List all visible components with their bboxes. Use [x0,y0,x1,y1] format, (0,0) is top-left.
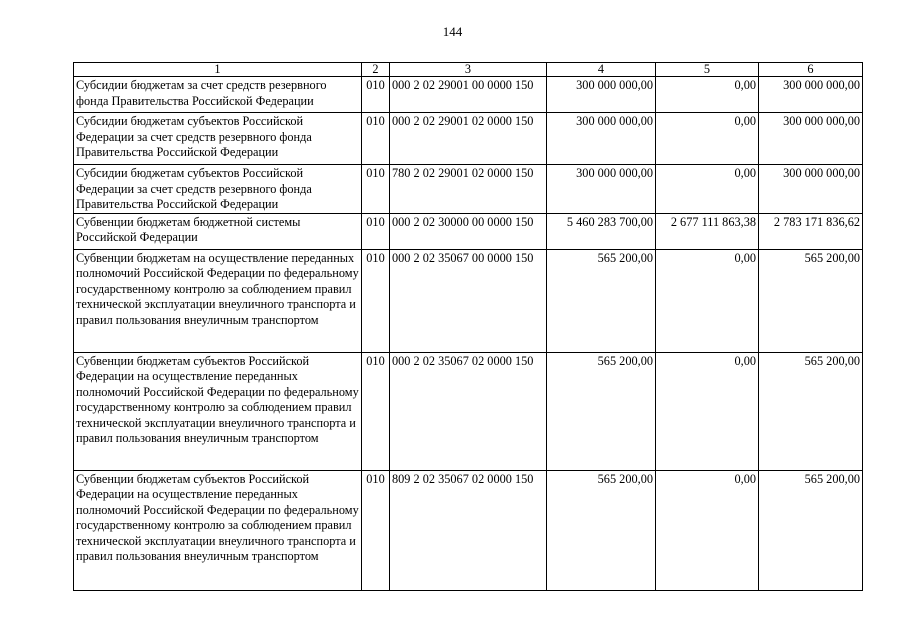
row-col6-cell: 300 000 000,00 [759,77,863,113]
row-col5-cell: 2 677 111 863,38 [656,213,759,249]
row-col2-cell: 010 [362,352,390,470]
row-name-cell: Субвенции бюджетам бюджетной системы Российской Федерации [74,213,362,249]
row-code-cell: 000 2 02 35067 00 0000 150 [390,249,547,352]
header-cell: 5 [656,63,759,77]
row-col5-cell: 0,00 [656,77,759,113]
row-col5-cell: 0,00 [656,113,759,165]
row-name-cell: Субсидии бюджетам субъектов Российской Федерации за счет средств резервного фонда Правительства Российской Федерации [74,113,362,165]
row-col2-cell: 010 [362,470,390,590]
table-row [74,352,863,470]
row-name-cell: Субсидии бюджетам субъектов Российской Федерации за счет средств резервного фонда Правительства Российской Федерации [74,165,362,214]
row-col4-cell: 300 000 000,00 [547,77,656,113]
row-col2-cell: 010 [362,77,390,113]
row-col4-cell: 300 000 000,00 [547,165,656,214]
row-col6-cell: 565 200,00 [759,470,863,590]
row-col4-cell: 300 000 000,00 [547,113,656,165]
row-col4-cell: 565 200,00 [547,352,656,470]
row-code-cell: 000 2 02 30000 00 0000 150 [390,213,547,249]
header-cell: 3 [390,63,547,77]
table-row [74,77,863,113]
table-row [74,470,863,590]
row-col4-cell: 565 200,00 [547,470,656,590]
row-code-cell: 000 2 02 35067 02 0000 150 [390,352,547,470]
row-col2-cell: 010 [362,249,390,352]
row-col4-cell: 5 460 283 700,00 [547,213,656,249]
row-col5-cell: 0,00 [656,470,759,590]
row-name-cell: Субвенции бюджетам субъектов Российской Федерации на осуществление переданных полномочий Российской Федерации по федеральному государственному контролю за соблюдением правил технической эксплуатации внеуличного транспорта и правил пользования внеуличным транспортом [74,470,362,590]
row-code-cell: 780 2 02 29001 02 0000 150 [390,165,547,214]
table-row [74,213,863,249]
row-col2-cell: 010 [362,113,390,165]
row-col6-cell: 565 200,00 [759,352,863,470]
row-col6-cell: 565 200,00 [759,249,863,352]
header-cell: 4 [547,63,656,77]
table-row [74,165,863,214]
row-col6-cell: 300 000 000,00 [759,113,863,165]
row-col6-cell: 300 000 000,00 [759,165,863,214]
row-col5-cell: 0,00 [656,249,759,352]
row-col2-cell: 010 [362,213,390,249]
page-number: 144 [442,24,463,39]
header-cell: 1 [74,63,362,77]
budget-revenue-table [73,62,863,591]
table-row [74,249,863,352]
table-row [74,113,863,165]
row-col5-cell: 0,00 [656,352,759,470]
table-header-row [74,63,863,77]
row-name-cell: Субвенции бюджетам на осуществление переданных полномочий Российской Федерации по федеральному государственному контролю за соблюдением правил технической эксплуатации внеуличного транспорта и правил пользования внеуличным транспортом [74,249,362,352]
row-col5-cell: 0,00 [656,165,759,214]
row-code-cell: 809 2 02 35067 02 0000 150 [390,470,547,590]
row-code-cell: 000 2 02 29001 00 0000 150 [390,77,547,113]
row-name-cell: Субсидии бюджетам за счет средств резервного фонда Правительства Российской Федерации [74,77,362,113]
row-name-cell: Субвенции бюджетам субъектов Российской Федерации на осуществление переданных полномочий Российской Федерации по федеральному государственному контролю за соблюдением правил технической эксплуатации внеуличного транспорта и правил пользования внеуличным транспортом [74,352,362,470]
row-col2-cell: 010 [362,165,390,214]
header-cell: 2 [362,63,390,77]
row-col4-cell: 565 200,00 [547,249,656,352]
header-cell: 6 [759,63,863,77]
row-col6-cell: 2 783 171 836,62 [759,213,863,249]
row-code-cell: 000 2 02 29001 02 0000 150 [390,113,547,165]
